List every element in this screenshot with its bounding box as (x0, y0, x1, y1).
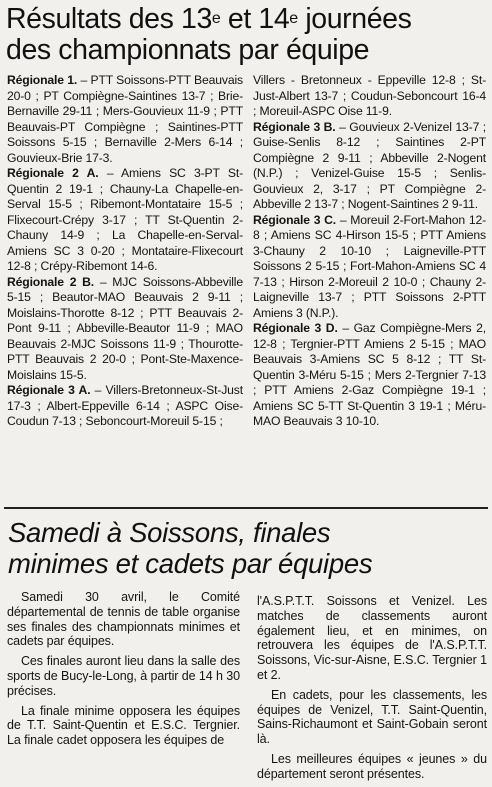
article-paragraph: En cadets, pour les classements, les équipes de Venizel, T.T. Saint-Quentin, Sains-Richaumont et Saint-Gobain seront là. (257, 687, 487, 747)
article-column-right (257, 594, 487, 787)
article-paragraph: La finale minime opposera les équipes de T.T. Saint-Quentin et E.S.C. Tergnier. La finale cadet opposera les équipes de (7, 703, 240, 748)
article-column-left (7, 590, 240, 753)
section-divider (4, 507, 488, 509)
division-label: Régionale 3 C. (253, 212, 337, 227)
results-column-right (253, 73, 486, 430)
match-results: – Gouvieux 2-Venizel 13-7 ; Guise-Senlis 8-12 ; Saintines 2-PT Compiègne 2 9-11 ; Abbeville 2-Nogent (N.P.) ; Venizel-Guise 15-5 ; Senlis-Gouvieux 2, 3-17 ; PT Compiègne 2-Abbeville 2 13-7 ; Nogent-Saintines 2 9-11. (253, 119, 486, 211)
headline-superscript: e (211, 10, 221, 27)
division-label: Régionale 2 A. (7, 166, 99, 180)
result-paragraph (7, 73, 243, 166)
division-label: Régionale 3 B. (253, 119, 336, 134)
headline-superscript: e (289, 10, 298, 27)
result-paragraph (7, 275, 243, 384)
article-paragraph: Les meilleures équipes « jeunes » du département seront présentes. (257, 751, 487, 781)
match-results: – MJC Soissons-Abbeville 5-15 ; Beautor-MAO Beauvais 2 9-11 ; Moislains-Thorotte 8-12 ; PTT Beauvais 2-Pont 9-11 ; Abbeville-Beautor 11-9 ; MAO Beauvais 2-MJC Soissons 11-9 ; Thourotte-PTT Beauvais 2 20-0 ; Pont-Ste-Maxence-Moislains 15-5. (7, 274, 243, 382)
article-paragraph: Ces finales auront lieu dans la salle des sports de Bucy-le-Long, à partir de 14 h 30 précises. (7, 654, 240, 698)
result-paragraph (7, 166, 243, 275)
article-paragraph: Samedi 30 avril, le Comité départemental de tennis de table organise ses finales des championnats minimes et cadets par équipes. (7, 590, 240, 649)
division-label: Régionale 3 D. (253, 321, 338, 335)
article-headline-line2: minimes et cadets par équipes (8, 548, 373, 579)
match-results: – Villers-Bretonneux-St-Just 17-3 ; Albert-Eppeville 6-14 ; ASPC Oise-Coudun 7-13 ; Seboncourt-Moreuil 5-15 ; (7, 383, 243, 428)
article-headline-line1: Samedi à Soissons, finales (8, 517, 331, 548)
result-paragraph (7, 383, 243, 430)
article-headline (8, 517, 488, 579)
division-label: Régionale 2 B. (7, 274, 95, 289)
match-results: – Gaz Compiègne-Mers 2, 12-8 ; Tergnier-PTT Amiens 2 5-15 ; MAO Beauvais 3-Amiens SC 5 8-12 ; TT St-Quentin 3-Méru 5-15 ; Mers 2-Tergnier 7-13 ; PTT Amiens 2-Gaz Compiègne 19-1 ; Amiens SC 5-TT St-Quentin 3 19-1 ; Méru-MAO Beauvais 3 10-10. (253, 321, 486, 428)
headline-line2: des championnats par équipe (6, 34, 370, 66)
result-paragraph (253, 213, 486, 322)
result-paragraph (253, 73, 486, 120)
match-results: Villers - Bretonneux - Eppeville 12-8 ; St-Just-Albert 13-7 ; Coudun-Seboncourt 16-4 ; Moreuil-ASPC Oise 11-9. (253, 73, 486, 118)
match-results: – PTT Soissons-PTT Beauvais 20-0 ; PT Compiègne-Saintines 13-7 ; Brie-Bernaville 29-11 ; Mers-Gouvieux 11-9 ; PTT Beauvais-PT Compiègne ; Saintines-PTT Soissons 5-15 ; Bernaville 2-Mers 6-14 ; Gouvieux-Brie 17-3. (7, 73, 243, 165)
match-results: – Moreuil 2-Fort-Mahon 12-8 ; Amiens SC 4-Hirson 15-5 ; PTT Amiens 3-Chauny 2 10-10 ; Laigneville-PTT Soissons 2 5-15 ; Fort-Mahon-Amiens SC 4 7-13 ; Hirson 2-Moreuil 2 10-0 ; Chauny 2-Laigneville 13-7 ; PTT Soissons 2-PTT Amiens 3 (N.P.). (253, 212, 486, 320)
division-label: Régionale 1. (7, 73, 78, 87)
match-results: – Amiens SC 3-PT St-Quentin 2 19-1 ; Chauny-La Chapelle-en-Serval 15-5 ; Ribemont-Montataire 15-5 ; Flixecourt-Crépy 3-17 ; TT St-Quentin 2-Chauny 14-9 ; La Chapelle-en-Serval-Amiens SC 3 0-20 ; Montataire-Flixecourt 12-8 ; Crépy-Ribemont 14-6. (7, 166, 243, 273)
results-column-left (7, 73, 243, 430)
headline-part: Résultats des 13 (6, 3, 212, 35)
article-paragraph: l'A.S.P.T.T. Soissons et Venizel. Les matches de classements auront également lieu, et en minimes, on retrouvera les équipes de l'A.S.P.T.T. Soissons, Vic-sur-Aisne, E.S.C. Tergnier 1 et 2. (257, 594, 487, 682)
results-headline (6, 4, 488, 66)
result-paragraph (253, 321, 486, 430)
headline-part: journées (297, 3, 412, 35)
division-label: Régionale 3 A. (7, 383, 91, 397)
headline-part: et 14 (220, 3, 290, 35)
result-paragraph (253, 120, 486, 213)
